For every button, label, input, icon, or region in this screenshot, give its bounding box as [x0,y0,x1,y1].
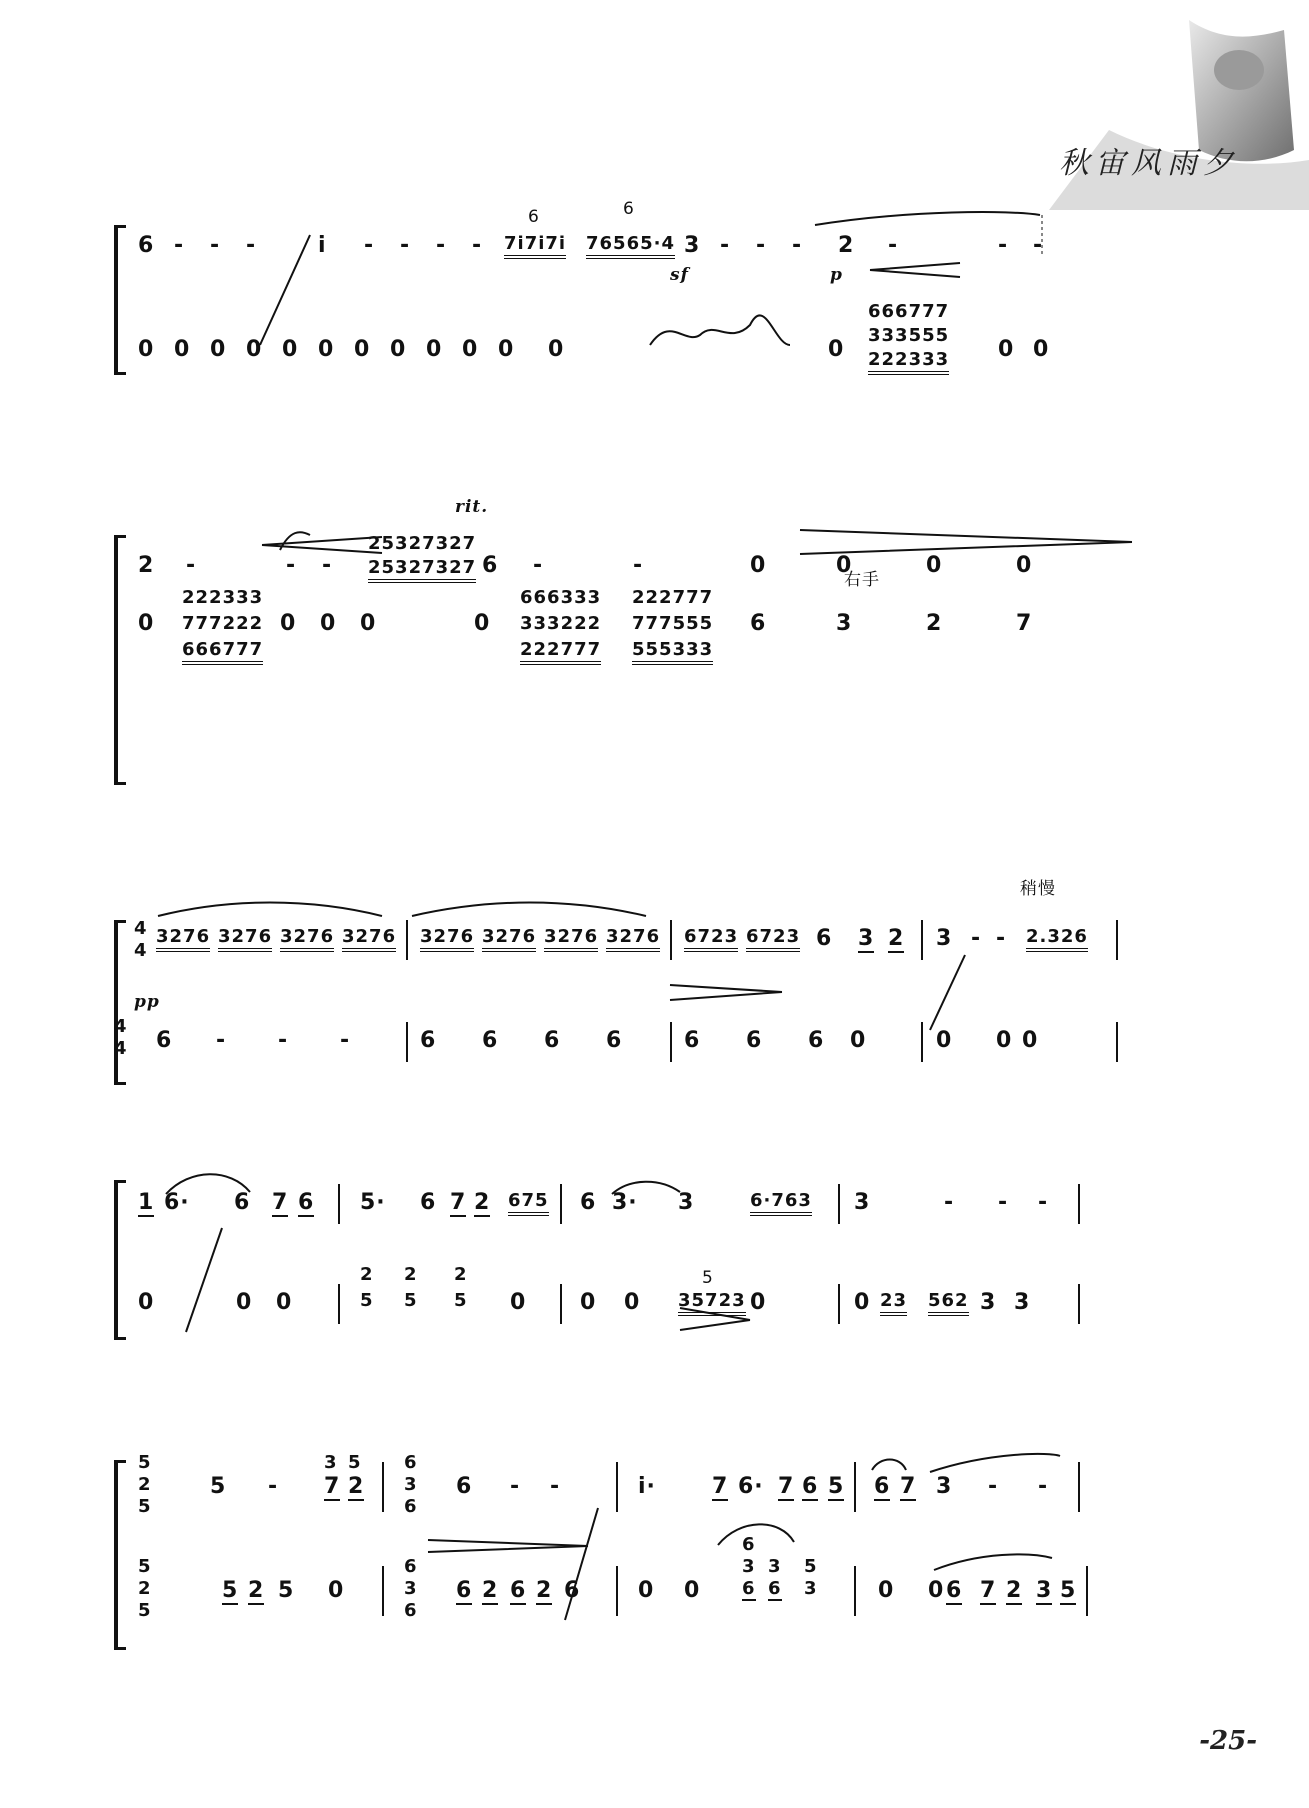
note: 0 [360,611,377,636]
note: 0 [510,1290,527,1315]
note-group: 35723 [678,1290,746,1316]
barline [854,1566,856,1616]
note: 2 [926,611,943,636]
note: 6 [298,1190,315,1215]
chord-row: 222777 [632,587,714,608]
note: 7 [450,1190,467,1215]
barline [1078,1284,1080,1324]
note: 5 [222,1578,239,1603]
note: 6 [482,553,499,578]
note: 0 [246,337,263,362]
note-group: 7i7i7i [504,233,566,259]
rest: 0 [328,1578,345,1603]
dash: - [436,233,447,258]
note: 0 [282,337,299,362]
note: 6 [138,233,155,258]
note: 2 [536,1578,553,1603]
system-1 [110,199,1220,375]
note: 3 [858,926,875,951]
dash: - [216,1028,227,1053]
chord-row: 333555 [868,325,950,346]
note: 5 [454,1290,468,1311]
tuplet-number: 6 [623,199,635,219]
note: 7 [1016,611,1033,636]
slower-marking: 稍慢 [1020,879,1056,899]
rest: 0 [836,553,853,578]
dash: - [998,1190,1009,1215]
note: 2 [888,926,905,951]
note: 6 [606,1028,623,1053]
chord-note: 5 [138,1600,152,1621]
note: 3 [936,1474,953,1499]
header-title: 秋宙风雨夕 [1059,146,1239,181]
note: 5 [828,1474,845,1499]
note: 6 [234,1190,251,1215]
note: 3 [980,1290,997,1315]
note: 7 [980,1578,997,1603]
note: 6 [802,1474,819,1499]
chord-row: 222333 [868,349,949,375]
chord-note: 3 [742,1556,756,1577]
system-3 [110,879,1220,1085]
note: 3 [936,926,953,951]
barline [921,1022,923,1062]
note: 0 [998,337,1015,362]
system-4 [110,1180,1220,1340]
rest: 0 [1016,553,1033,578]
note: 6 [420,1028,437,1053]
note: 5· [360,1190,386,1215]
note: 5 [360,1290,374,1311]
rest: 0 [928,1578,945,1603]
note: 0 [462,337,479,362]
chord-note: 6 [768,1578,782,1599]
note-group: 6723 [684,926,738,952]
note: 0 [174,337,191,362]
note: 2 [454,1264,468,1285]
note-group: 3276 [420,926,474,952]
chord-row: 222777 [520,639,601,665]
barline [382,1566,384,1616]
note: 5 [278,1578,295,1603]
lower-staff [138,587,1220,660]
note: 7 [712,1474,729,1499]
note: 7 [778,1474,795,1499]
dash: - [1033,233,1044,258]
chord-row: 555333 [632,639,713,665]
note: 6 [420,1190,437,1215]
chord-row: 666777 [182,639,263,665]
chord-note: 5 [138,1452,152,1473]
chord-note: 6 [404,1556,418,1577]
note: 0 [580,1290,597,1315]
chord-row: 333222 [520,613,602,634]
barline [1116,1022,1118,1062]
dynamic-sf: sf [670,265,689,285]
note: 2 [1006,1578,1023,1603]
dash: - [888,233,899,258]
chord-note: 6 [404,1496,418,1517]
system-5-graphics [110,1460,1220,1650]
note-group: 23 [880,1290,907,1316]
note-group: 3276 [218,926,272,952]
note: 5 [404,1290,418,1311]
barline [338,1284,340,1324]
note: 0 [474,611,491,636]
note: 0 [1033,337,1050,362]
dash: - [533,553,544,578]
chord-row: 777222 [182,613,264,634]
note: 3 [836,611,853,636]
crescendo-hairpin [262,537,382,553]
note: 6 [946,1578,963,1603]
note: 6 [808,1028,825,1053]
note: 6 [156,1028,173,1053]
note: 0 [138,1290,155,1315]
dash: - [550,1474,561,1499]
time-signature-bottom: 4 [134,940,148,961]
dash: - [400,233,411,258]
note-group: 6·763 [750,1190,812,1216]
note: 2 [838,233,855,258]
rest: 0 [926,553,943,578]
chord-note: 5 [138,1556,152,1577]
crescendo-hairpin [428,1540,588,1552]
time-signature-top: 4 [114,1016,128,1037]
note-group: 25327327 [368,557,476,583]
lower-staff [138,1534,1220,1621]
dash: - [186,553,197,578]
note-group: 3276 [482,926,536,952]
note-group: 3276 [280,926,334,952]
dash: - [278,1028,289,1053]
dash: - [210,233,221,258]
dash: - [246,233,257,258]
note-group: 6723 [746,926,800,952]
chord-note: 6 [742,1534,756,1555]
note: 3 [854,1190,871,1215]
rest: 0 [850,1028,867,1053]
note: 5 [1060,1578,1077,1603]
dynamic-pp: pp [134,992,160,1012]
note: 0 [854,1290,871,1315]
note-group: 675 [508,1190,549,1216]
dash: - [364,233,375,258]
dash: - [971,926,982,951]
chord-note: 5 [804,1556,818,1577]
note: 3 [684,233,701,258]
note: 0 [498,337,515,362]
note: 2 [404,1264,418,1285]
barline [616,1566,618,1616]
chord-note: 6 [404,1600,418,1621]
dash: - [322,553,333,578]
rest: 0 [638,1578,655,1603]
time-signature-bottom: 4 [114,1038,128,1059]
note: 0 [236,1290,253,1315]
dash: - [996,926,1007,951]
note: 2 [482,1578,499,1603]
rest: 0 [878,1578,895,1603]
system-5 [110,1452,1220,1650]
note: 3 [678,1190,695,1215]
dash: - [1038,1474,1049,1499]
right-hand-marking: 右手 [844,570,880,590]
lower-staff [138,1264,1220,1324]
barline [838,1284,840,1324]
dash: - [1038,1190,1049,1215]
dash: - [720,233,731,258]
note: i· [638,1474,656,1499]
note: 0 [138,337,155,362]
note: 3 [324,1452,338,1473]
note-group: 25327327 [368,533,477,554]
dash: - [998,233,1009,258]
dash: - [944,1190,955,1215]
note: 0 [354,337,371,362]
tuplet-number: 5 [702,1268,714,1288]
note: 5 [210,1474,227,1499]
note: 6 [456,1578,473,1603]
time-signature-top: 4 [134,918,148,939]
chord-note: 6 [404,1452,418,1473]
note-group: 3276 [342,926,396,952]
note: 3 [1014,1290,1031,1315]
note: 2 [360,1264,374,1285]
note-group: 2.326 [1026,926,1088,952]
barline [560,1284,562,1324]
rest: 0 [750,553,767,578]
note: 0 [828,337,845,362]
rest: 0 [936,1028,953,1053]
note: 0 [320,611,337,636]
note: 2 [474,1190,491,1215]
chord-row: 777555 [632,613,714,634]
dash: - [286,553,297,578]
note: 0 [318,337,335,362]
note: 6 [510,1578,527,1603]
dash: - [472,233,483,258]
note-group: 3276 [544,926,598,952]
dynamic-p: p [830,265,843,285]
note: 7 [324,1474,341,1499]
note: 6 [750,611,767,636]
note: 5 [348,1452,362,1473]
decrescendo-hairpin [800,530,1132,554]
dash: - [174,233,185,258]
dash: - [988,1474,999,1499]
tuplet-number: 6 [528,207,540,227]
note: 6 [544,1028,561,1053]
dash: - [792,233,803,258]
barline [406,1022,408,1062]
note-group: 562 [928,1290,969,1316]
chord-note: 5 [138,1496,152,1517]
chord-row: 222333 [182,587,264,608]
note-group: 76565·4 [586,233,675,259]
chord-row: 666777 [868,301,950,322]
note: 6 [580,1190,597,1215]
note: 7 [272,1190,289,1215]
note: 6 [482,1028,499,1053]
chord-note: 3 [804,1578,818,1599]
rest: 0 [1022,1028,1039,1053]
rit-marking: rit. [455,497,489,517]
rest: 0 [996,1028,1013,1053]
dash: - [633,553,644,578]
chord-note: 2 [138,1474,152,1495]
note: 2 [348,1474,365,1499]
dash: - [268,1474,279,1499]
note: 1 [138,1190,155,1215]
chord-note: 3 [768,1556,782,1577]
note: 7 [900,1474,917,1499]
note: 6· [164,1190,190,1215]
dash: - [756,233,767,258]
note: 6· [738,1474,764,1499]
system-2 [110,497,1220,785]
decrescendo-hairpin [670,985,782,1000]
barline [1086,1566,1088,1616]
rest: 0 [684,1578,701,1603]
note: 3· [612,1190,638,1215]
note: 0 [210,337,227,362]
barline [670,1022,672,1062]
page-number: -25- [1199,1726,1257,1756]
note: 2 [138,553,155,578]
lower-staff [138,301,1220,371]
note: 6 [874,1474,891,1499]
note: 6 [746,1028,763,1053]
dash: - [510,1474,521,1499]
note-group: 3276 [156,926,210,952]
chord-note: 3 [404,1578,418,1599]
note: 2 [248,1578,265,1603]
crescendo-hairpin [870,263,960,277]
note: 0 [548,337,565,362]
note: 0 [276,1290,293,1315]
note: 3 [1036,1578,1053,1603]
note: 0 [624,1290,641,1315]
note: 0 [426,337,443,362]
note-group: 3276 [606,926,660,952]
note: 0 [280,611,297,636]
chord-note: 2 [138,1578,152,1599]
note: 6 [684,1028,701,1053]
dash: - [340,1028,351,1053]
note: 0 [390,337,407,362]
chord-note: 3 [404,1474,418,1495]
note: 6 [456,1474,473,1499]
note: 0 [750,1290,767,1315]
note: 0 [138,611,155,636]
chord-row: 666333 [520,587,602,608]
chord-note: 6 [742,1578,756,1599]
lower-staff [156,1028,1220,1062]
tie-slur [815,212,1040,225]
note: 6 [816,926,833,951]
note: i [318,233,327,258]
note: 6 [564,1578,581,1603]
